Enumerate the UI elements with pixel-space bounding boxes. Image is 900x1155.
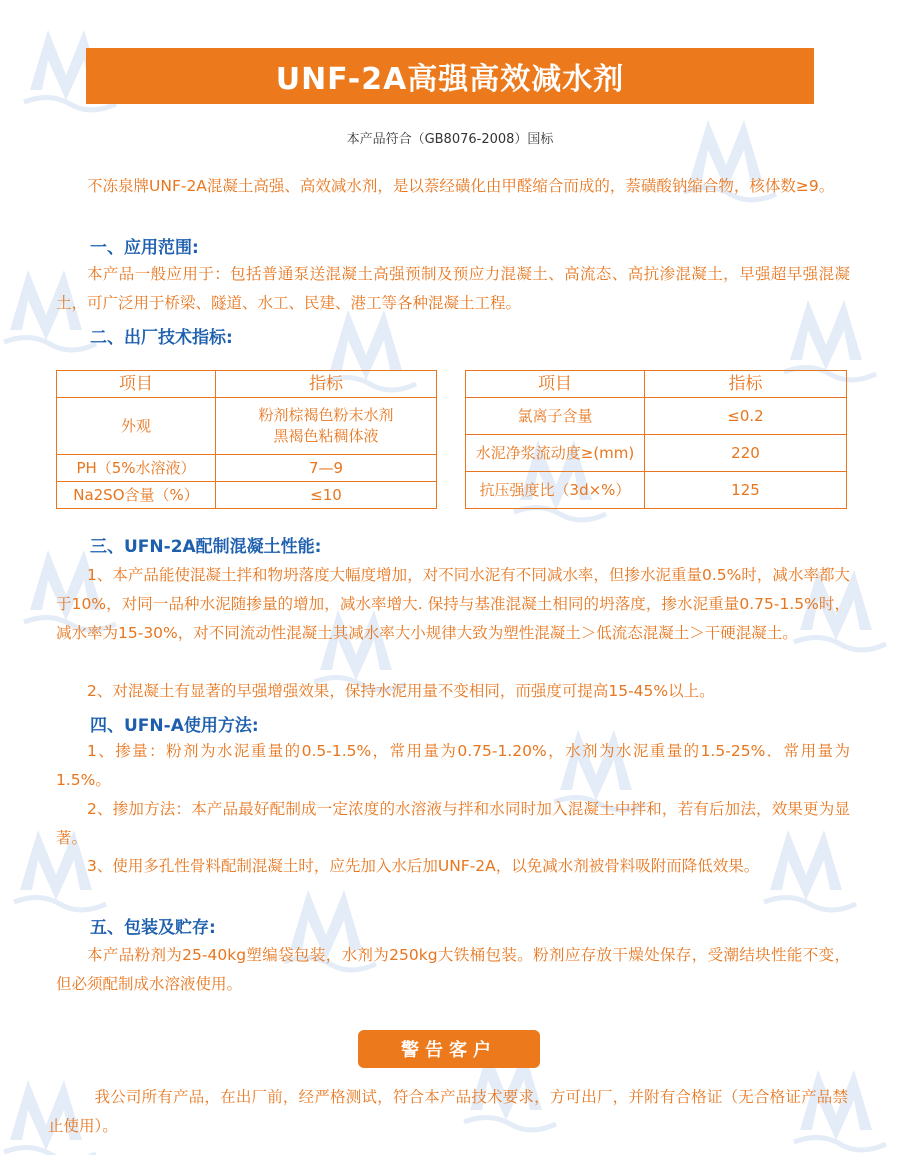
- page-title: UNF-2A高强高效减水剂: [86, 48, 814, 104]
- section-heading-specs: 二、出厂技术指标:: [90, 328, 233, 348]
- table-cell: Na2SO含量（%）: [57, 482, 216, 509]
- standard-note: 本产品符合（GB8076-2008）国标: [346, 132, 554, 147]
- table-cell: ≤10: [216, 482, 437, 509]
- usage-paragraph-3: 3、使用多孔性骨料配制混凝土时，应先加入水后加UNF-2A，以免减水剂被骨料吸附而降低效果。: [87, 857, 760, 875]
- table-cell: 125: [645, 472, 847, 509]
- table-row: [466, 398, 847, 435]
- performance-paragraph-1: 1、本产品能使混凝土拌和物坍落度大幅度增加，对不同水泥有不同减水率，但掺水泥重量0.5%时，减水率都大于10%，对同一品种水泥随掺量的增加，减水率增大. 保持与基准混凝土相同的坍落度，掺水泥重量0.75-1.5%时，减水率为15-30%，对不同流动性混凝土其减水率大小规律大致为塑性混凝土＞低流态混凝土＞干硬混凝土。: [56, 566, 850, 642]
- section-heading-usage: 四、UFN-A使用方法:: [90, 716, 259, 736]
- table-cell: 外观: [57, 398, 216, 455]
- usage-paragraph-1: 1、掺量：粉剂为水泥重量的0.5-1.5%，常用量为0.75-1.20%，水剂为水泥重量的1.5-25%．常用量为1.5%。: [56, 742, 850, 789]
- scope-paragraph: 本产品一般应用于：包括普通泵送混凝土高强预制及预应力混凝土、高流态、高抗渗混凝土，早强超早强混凝土，可广泛用于桥梁、隧道、水工、民建、港工等各种混凝土工程。: [56, 265, 850, 312]
- table-cell: 抗压强度比（3d×%）: [466, 472, 645, 509]
- table-header-cell: 项目: [57, 371, 216, 398]
- table-row: [57, 455, 437, 482]
- warning-banner: 警告客户: [358, 1030, 540, 1068]
- table-cell: 水泥净浆流动度≥(mm): [466, 435, 645, 472]
- table-row: [466, 472, 847, 509]
- table-row: [57, 398, 437, 455]
- section-heading-scope: 一、应用范围:: [90, 238, 199, 258]
- table-header-row: [466, 371, 847, 398]
- table-header-cell: 指标: [645, 371, 847, 398]
- performance-paragraph-2: 2、对混凝土有显著的早强增强效果，保持水泥用量不变相同，而强度可提高15-45%以上。: [87, 682, 715, 700]
- section-heading-packaging: 五、包装及贮存:: [90, 918, 216, 938]
- spec-table-right: [465, 370, 847, 509]
- table-cell: ≤0.2: [645, 398, 847, 435]
- table-header-cell: 指标: [216, 371, 437, 398]
- table-cell: 220: [645, 435, 847, 472]
- table-row: [57, 482, 437, 509]
- table-header-row: [57, 371, 437, 398]
- section-heading-performance: 三、UFN-2A配制混凝土性能:: [90, 537, 322, 557]
- packaging-paragraph: 本产品粉剂为25-40kg塑编袋包装，水剂为250kg大铁桶包装。粉剂应存放干燥处保存，受潮结块性能不变，但必须配制成水溶液使用。: [56, 946, 850, 993]
- warning-paragraph: 我公司所有产品，在出厂前，经严格测试，符合本产品技术要求，方可出厂，并附有合格证（无合格证产品禁止使用）。: [48, 1088, 848, 1135]
- table-header-cell: 项目: [466, 371, 645, 398]
- table-cell: 氯离子含量: [466, 398, 645, 435]
- spec-table-left: [56, 370, 437, 509]
- usage-paragraph-2: 2、掺加方法：本产品最好配制成一定浓度的水溶液与拌和水同时加入混凝土中拌和，若有后加法，效果更为显著。: [56, 800, 850, 847]
- table-row: [466, 435, 847, 472]
- table-cell: 粉剂棕褐色粉末水剂黑褐色粘稠体液: [216, 398, 437, 455]
- intro-paragraph: 不冻泉牌UNF-2A混凝土高强、高效减水剂，是以萘经磺化由甲醛缩合而成的，萘磺酸钠缩合物，核体数≥9。: [87, 177, 835, 195]
- table-cell: 7—9: [216, 455, 437, 482]
- table-cell: PH（5%水溶液）: [57, 455, 216, 482]
